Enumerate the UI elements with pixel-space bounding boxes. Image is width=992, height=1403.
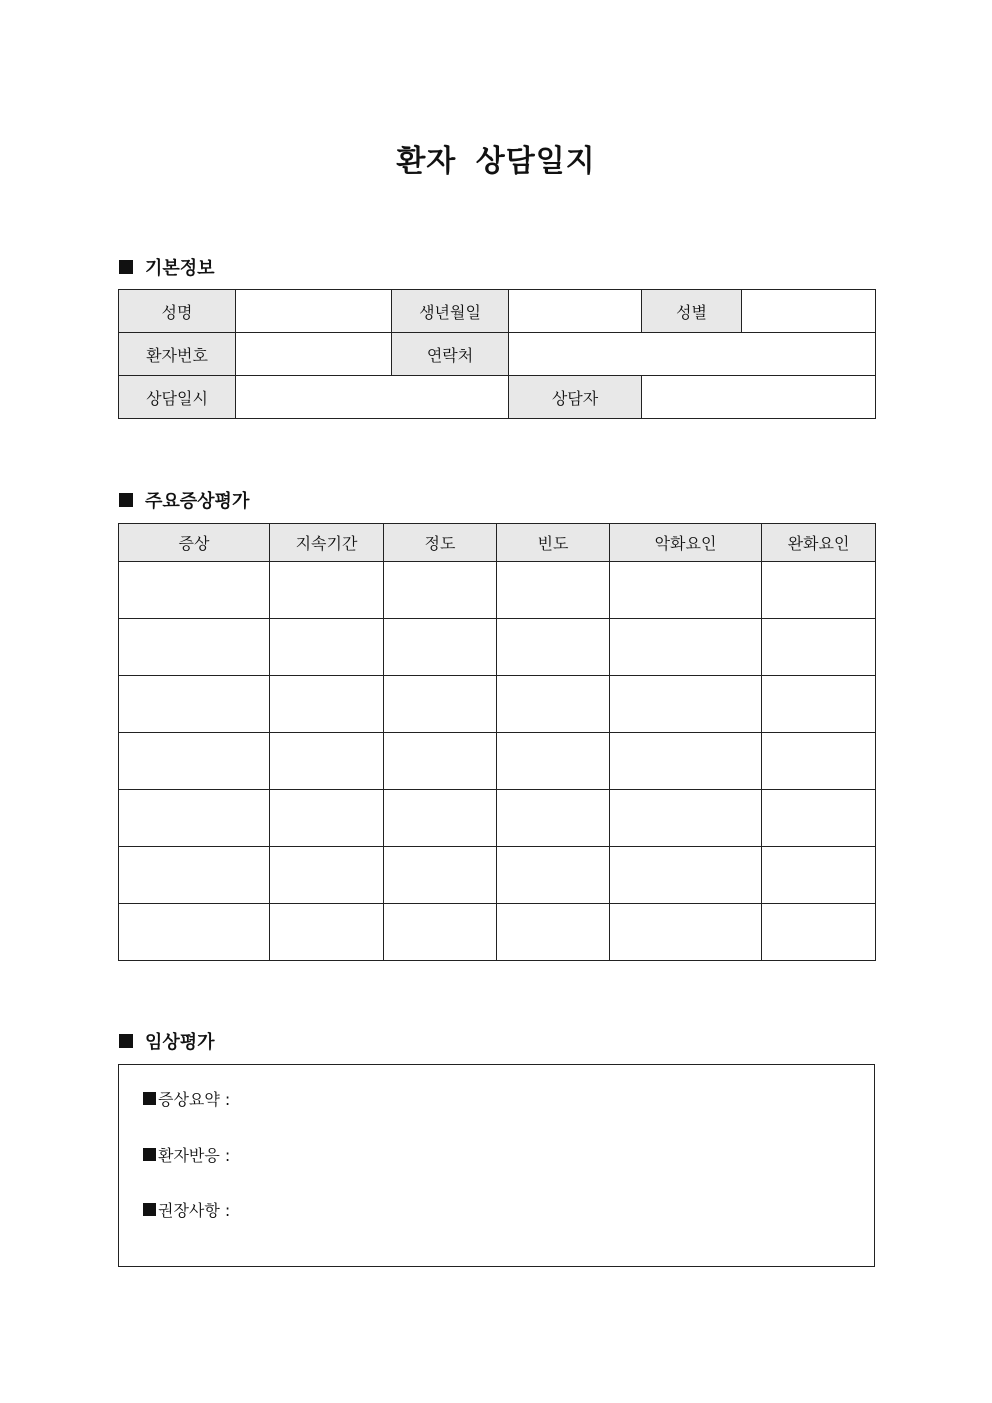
table-header-row	[119, 524, 876, 562]
square-bullet-icon	[143, 1092, 156, 1105]
column-header-frequency: 빈도	[497, 524, 610, 562]
table-cell[interactable]	[384, 676, 497, 733]
column-header-aggravating-factors: 악화요인	[610, 524, 762, 562]
clinical-heading	[119, 1028, 215, 1054]
table-row	[119, 847, 876, 904]
table-cell[interactable]	[119, 733, 270, 790]
name-label: 성명	[119, 290, 236, 333]
table-cell[interactable]	[762, 733, 876, 790]
table-row	[119, 333, 876, 376]
table-cell[interactable]	[270, 562, 384, 619]
patient-response-label: 환자반응 :	[158, 1146, 231, 1165]
contact-label: 연락처	[392, 333, 509, 376]
table-cell[interactable]	[119, 619, 270, 676]
table-cell[interactable]	[610, 676, 762, 733]
table-row	[119, 290, 876, 333]
table-cell[interactable]	[119, 790, 270, 847]
table-cell[interactable]	[610, 733, 762, 790]
page-title: 환자 상담일지	[396, 144, 596, 179]
recommendations-label: 권장사항 :	[158, 1201, 231, 1220]
square-bullet-icon	[119, 493, 133, 507]
basic-info-heading-text: 기본정보	[145, 258, 215, 279]
patient-number-field[interactable]	[236, 333, 392, 376]
table-cell[interactable]	[497, 904, 610, 961]
table-row	[119, 562, 876, 619]
consultation-datetime-field[interactable]	[236, 376, 509, 419]
symptoms-heading-text: 주요증상평가	[145, 491, 250, 512]
column-header-symptom: 증상	[119, 524, 270, 562]
table-cell[interactable]	[270, 904, 384, 961]
table-cell[interactable]	[119, 676, 270, 733]
table-cell[interactable]	[384, 562, 497, 619]
table-cell[interactable]	[384, 904, 497, 961]
patient-number-label: 환자번호	[119, 333, 236, 376]
basic-info-heading	[119, 254, 215, 280]
sex-field[interactable]	[742, 290, 876, 333]
table-cell[interactable]	[497, 847, 610, 904]
table-cell[interactable]	[119, 847, 270, 904]
table-cell[interactable]	[762, 619, 876, 676]
table-cell[interactable]	[497, 790, 610, 847]
recommendations-line	[143, 1198, 230, 1221]
square-bullet-icon	[119, 1034, 133, 1048]
table-cell[interactable]	[384, 733, 497, 790]
consultation-datetime-label: 상담일시	[119, 376, 236, 419]
table-cell[interactable]	[762, 904, 876, 961]
table-cell[interactable]	[610, 562, 762, 619]
table-row	[119, 376, 876, 419]
table-cell[interactable]	[610, 619, 762, 676]
table-cell[interactable]	[119, 904, 270, 961]
patient-response-line	[143, 1143, 230, 1166]
table-cell[interactable]	[610, 790, 762, 847]
square-bullet-icon	[119, 260, 133, 274]
contact-field[interactable]	[509, 333, 876, 376]
table-row	[119, 676, 876, 733]
table-cell[interactable]	[497, 733, 610, 790]
table-cell[interactable]	[384, 619, 497, 676]
table-cell[interactable]	[497, 619, 610, 676]
table-cell[interactable]	[270, 847, 384, 904]
table-cell[interactable]	[497, 562, 610, 619]
table-cell[interactable]	[270, 790, 384, 847]
name-field[interactable]	[236, 290, 392, 333]
table-row	[119, 619, 876, 676]
column-header-severity: 정도	[384, 524, 497, 562]
symptom-summary-line	[143, 1087, 230, 1110]
square-bullet-icon	[143, 1148, 156, 1161]
symptom-summary-label: 증상요약 :	[158, 1090, 231, 1109]
table-cell[interactable]	[270, 733, 384, 790]
table-cell[interactable]	[610, 904, 762, 961]
symptoms-heading	[119, 487, 249, 513]
symptom-evaluation-table	[118, 523, 876, 961]
table-cell[interactable]	[610, 847, 762, 904]
square-bullet-icon	[143, 1203, 156, 1216]
table-cell[interactable]	[384, 847, 497, 904]
column-header-relieving-factors: 완화요인	[762, 524, 876, 562]
table-cell[interactable]	[762, 562, 876, 619]
birthdate-label: 생년월일	[392, 290, 509, 333]
sex-label: 성별	[642, 290, 742, 333]
table-row	[119, 904, 876, 961]
clinical-evaluation-box[interactable]	[118, 1064, 875, 1267]
table-cell[interactable]	[270, 676, 384, 733]
table-cell[interactable]	[497, 676, 610, 733]
birthdate-field[interactable]	[509, 290, 642, 333]
table-row	[119, 790, 876, 847]
column-header-duration: 지속기간	[270, 524, 384, 562]
clinical-heading-text: 임상평가	[145, 1032, 215, 1053]
basic-info-table	[118, 289, 876, 419]
table-cell[interactable]	[762, 676, 876, 733]
table-cell[interactable]	[762, 790, 876, 847]
table-cell[interactable]	[384, 790, 497, 847]
counselor-field[interactable]	[642, 376, 876, 419]
table-cell[interactable]	[270, 619, 384, 676]
table-cell[interactable]	[119, 562, 270, 619]
table-row	[119, 733, 876, 790]
counselor-label: 상담자	[509, 376, 642, 419]
table-cell[interactable]	[762, 847, 876, 904]
